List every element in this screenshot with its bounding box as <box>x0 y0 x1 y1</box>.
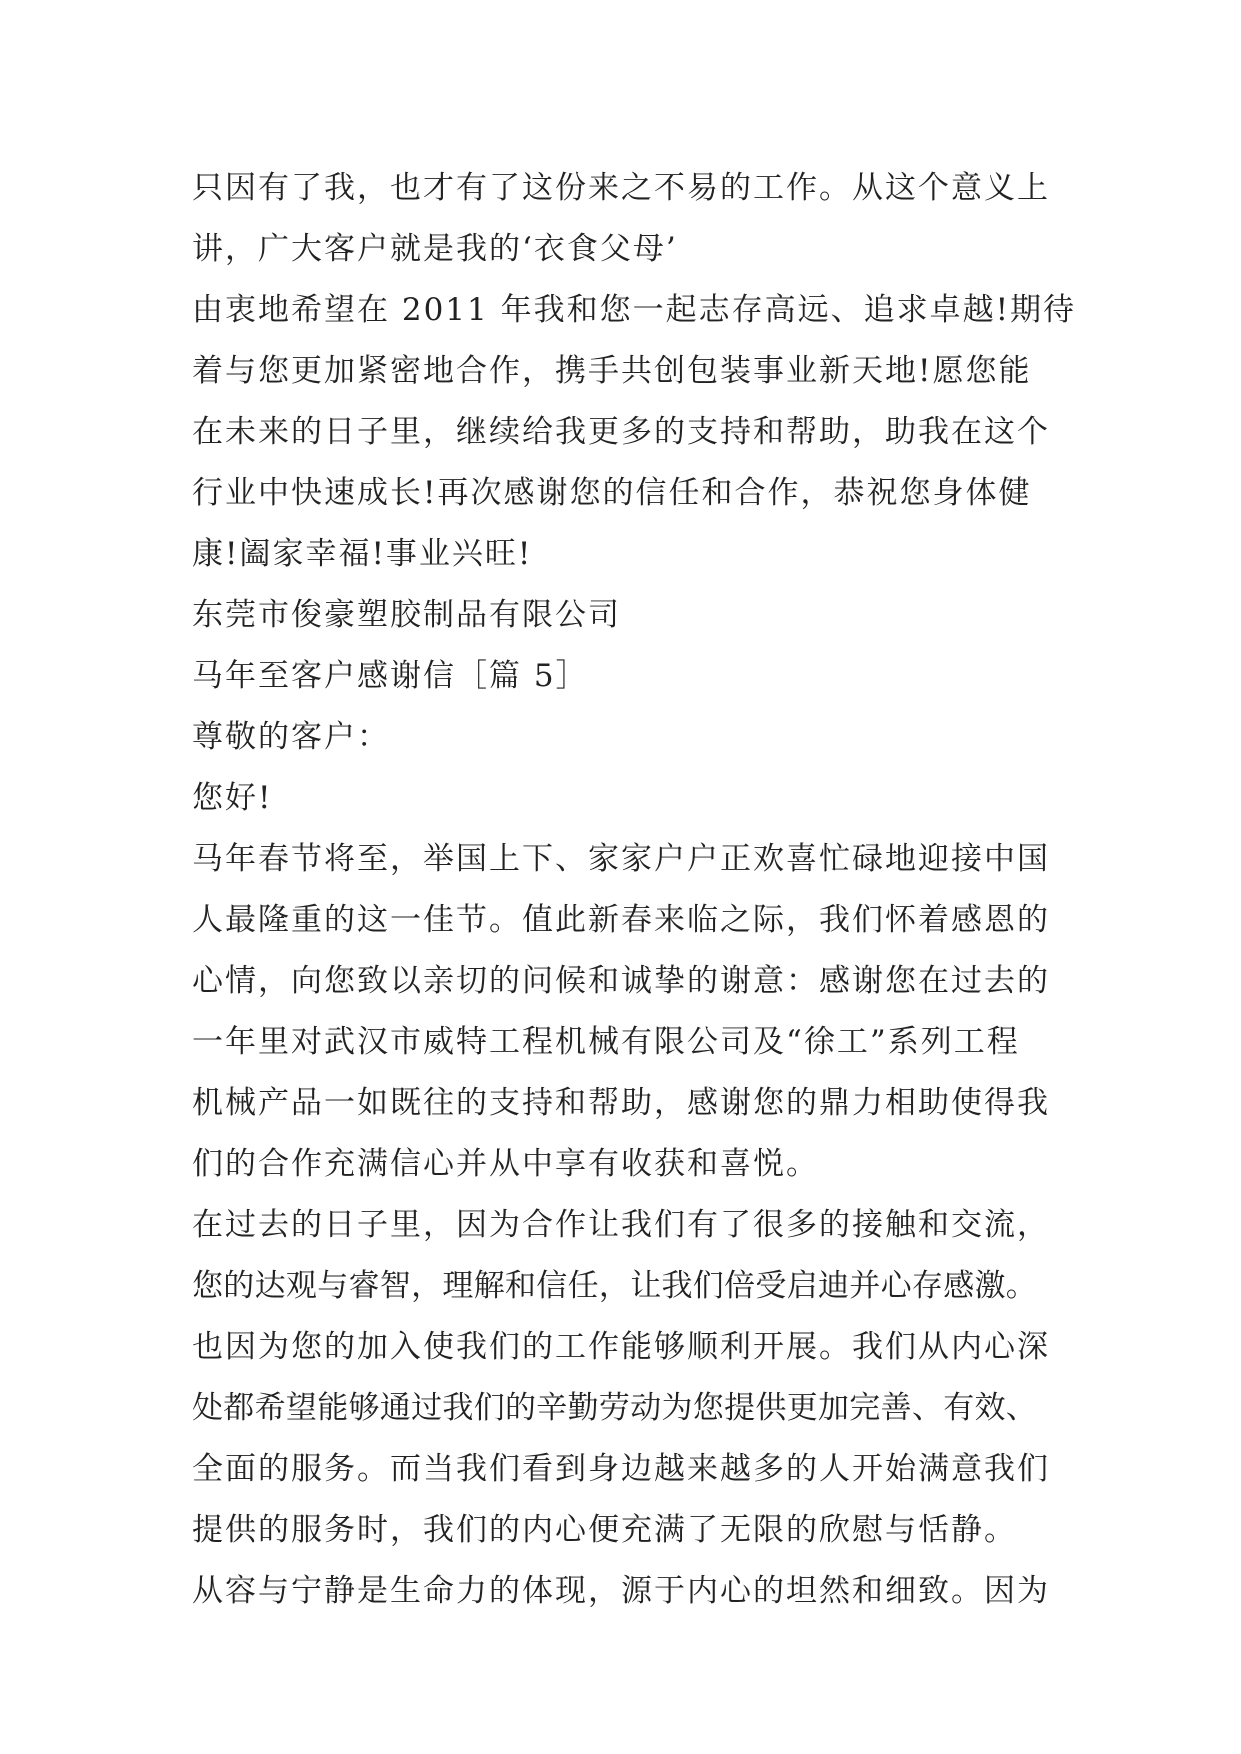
text-line: 提供的服务时，我们的内心便充满了无限的欣慰与恬静。 <box>192 1512 1017 1548</box>
text-line: 一年里对武汉市威特工程机械有限公司及“徐工”系列工程 <box>192 1024 1020 1060</box>
text-line: 只因有了我，也才有了这份来之不易的工作。从这个意义上 <box>192 170 1050 206</box>
text-line: 在未来的日子里，继续给我更多的支持和帮助，助我在这个 <box>192 414 1050 450</box>
text-line: 处都希望能够通过我们的辛勤劳动为您提供更加完善、有效、 <box>192 1390 1038 1426</box>
text-line: 从容与宁静是生命力的体现，源于内心的坦然和细致。因为 <box>192 1573 1050 1609</box>
text-line: 您的达观与睿智，理解和信任，让我们倍受启迪并心存感激。 <box>192 1268 1038 1304</box>
text-line: 心情，向您致以亲切的问候和诚挚的谢意：感谢您在过去的 <box>192 963 1050 999</box>
salutation: 尊敬的客户： <box>192 719 390 755</box>
text-line: 康!阖家幸福!事业兴旺! <box>192 536 533 572</box>
text-line: 们的合作充满信心并从中享有收获和喜悦。 <box>192 1146 819 1182</box>
company-signature: 东莞市俊豪塑胶制品有限公司 <box>192 597 621 633</box>
document-body <box>192 158 1077 1622</box>
text-line: 讲，广大客户就是我的‘衣食父母’ <box>192 231 678 267</box>
text-line: 着与您更加紧密地合作，携手共创包装事业新天地!愿您能 <box>192 353 1032 389</box>
greeting: 您好! <box>192 780 273 816</box>
text-line: 马年春节将至，举国上下、家家户户正欢喜忙碌地迎接中国 <box>192 841 1050 877</box>
text-line: 由衷地希望在 2011 年我和您一起志存高远、追求卓越!期待 <box>192 292 1077 328</box>
text-line: 行业中快速成长!再次感谢您的信任和合作，恭祝您身体健 <box>192 475 1032 511</box>
section-heading: 马年至客户感谢信［篇 5］ <box>192 658 589 694</box>
text-line: 在过去的日子里，因为合作让我们有了很多的接触和交流， <box>192 1207 1050 1243</box>
text-line: 机械产品一如既往的支持和帮助，感谢您的鼎力相助使得我 <box>192 1085 1050 1121</box>
text-line: 全面的服务。而当我们看到身边越来越多的人开始满意我们 <box>192 1451 1050 1487</box>
text-line: 也因为您的加入使我们的工作能够顺利开展。我们从内心深 <box>192 1329 1050 1365</box>
text-line: 人最隆重的这一佳节。值此新春来临之际，我们怀着感恩的 <box>192 902 1050 938</box>
